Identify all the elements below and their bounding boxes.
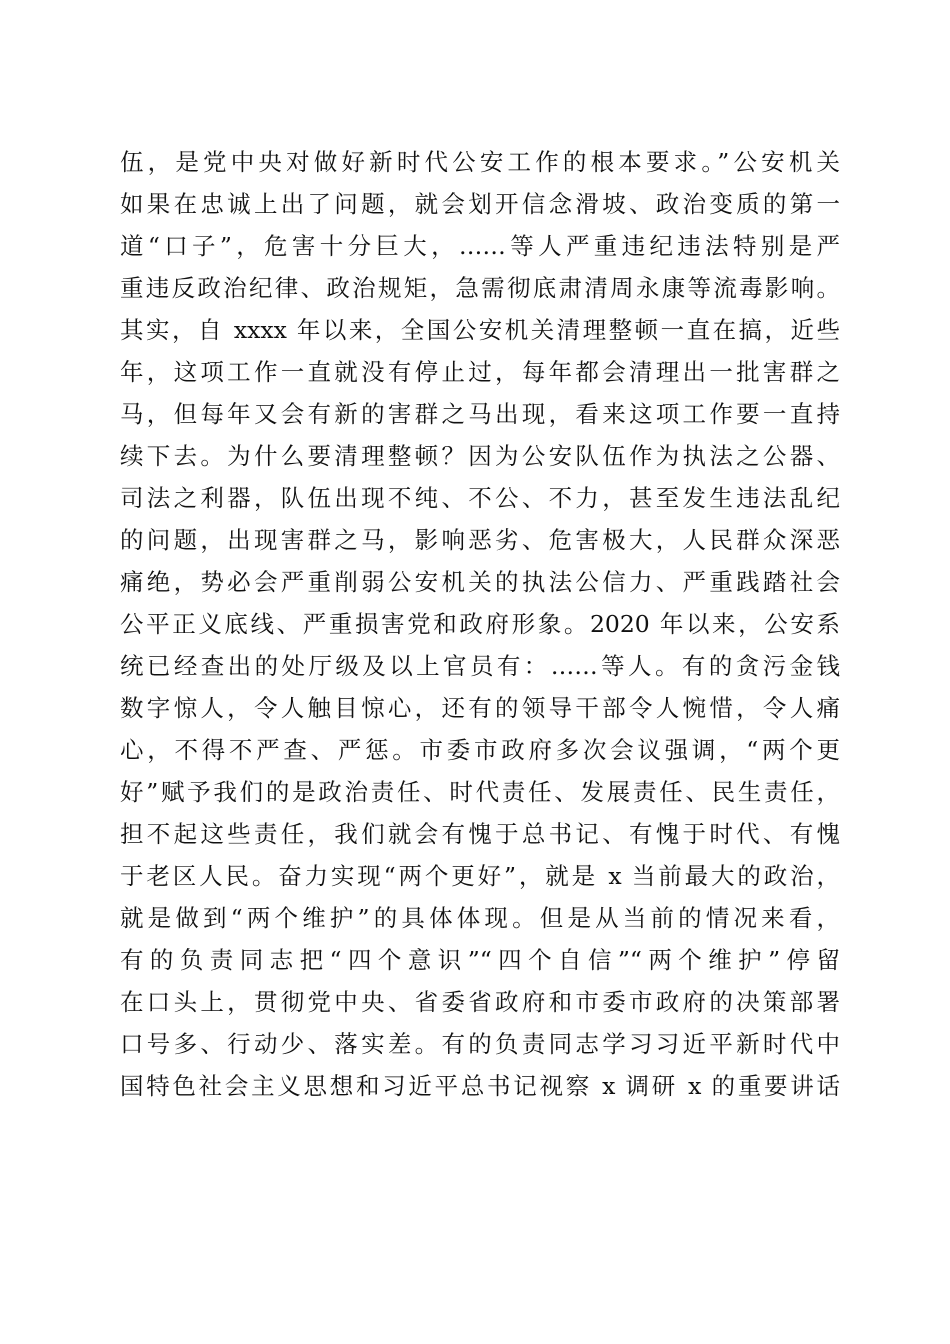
text-line: 就是做到“两个维护”的具体体现。但是从当前的情况来看， [120, 904, 840, 932]
text-line: 好”赋予我们的是政治责任、时代责任、发展责任、民生责任， [120, 778, 840, 806]
text-line: 口号多、行动少、落实差。有的负责同志学习习近平新时代中 [120, 1030, 840, 1058]
text-line: 有的负责同志把“四个意识”“四个自信”“两个维护”停留 [120, 946, 840, 974]
text-line: 年，这项工作一直就没有停止过，每年都会清理出一批害群之 [120, 358, 840, 386]
text-line: 如果在忠诚上出了问题，就会划开信念滑坡、政治变质的第一 [120, 190, 840, 218]
text-line: 公平正义底线、严重损害党和政府形象。2020 年以来，公安系 [120, 610, 840, 638]
text-line: 道“口子”，危害十分巨大，……等人严重违纪违法特别是严 [120, 232, 840, 260]
text-line: 心，不得不严查、严惩。市委市政府多次会议强调，“两个更 [120, 736, 840, 764]
text-line: 于老区人民。奋力实现“两个更好”，就是 x 当前最大的政治， [120, 862, 840, 890]
body-text [120, 141, 840, 1107]
text-line: 重违反政治纪律、政治规矩，急需彻底肃清周永康等流毒影响。 [120, 274, 840, 302]
text-line: 数字惊人，令人触目惊心，还有的领导干部令人惋惜，令人痛 [120, 694, 840, 722]
text-line: 马，但每年又会有新的害群之马出现，看来这项工作要一直持 [120, 400, 840, 428]
text-line: 国特色社会主义思想和习近平总书记视察 x 调研 x 的重要讲话 [120, 1072, 840, 1100]
text-line: 其实，自 xxxx 年以来，全国公安机关清理整顿一直在搞，近些 [120, 316, 840, 344]
text-line: 担不起这些责任，我们就会有愧于总书记、有愧于时代、有愧 [120, 820, 840, 848]
text-line: 在口头上，贯彻党中央、省委省政府和市委市政府的决策部署 [120, 988, 840, 1016]
text-line: 统已经查出的处厅级及以上官员有：……等人。有的贪污金钱 [120, 652, 840, 680]
text-line: 痛绝，势必会严重削弱公安机关的执法公信力、严重践踏社会 [120, 568, 840, 596]
text-line: 司法之利器，队伍出现不纯、不公、不力，甚至发生违法乱纪 [120, 484, 840, 512]
text-line: 续下去。为什么要清理整顿？因为公安队伍作为执法之公器、 [120, 442, 840, 470]
text-line: 伍，是党中央对做好新时代公安工作的根本要求。”公安机关 [120, 148, 840, 176]
text-line: 的问题，出现害群之马，影响恶劣、危害极大，人民群众深恶 [120, 526, 840, 554]
